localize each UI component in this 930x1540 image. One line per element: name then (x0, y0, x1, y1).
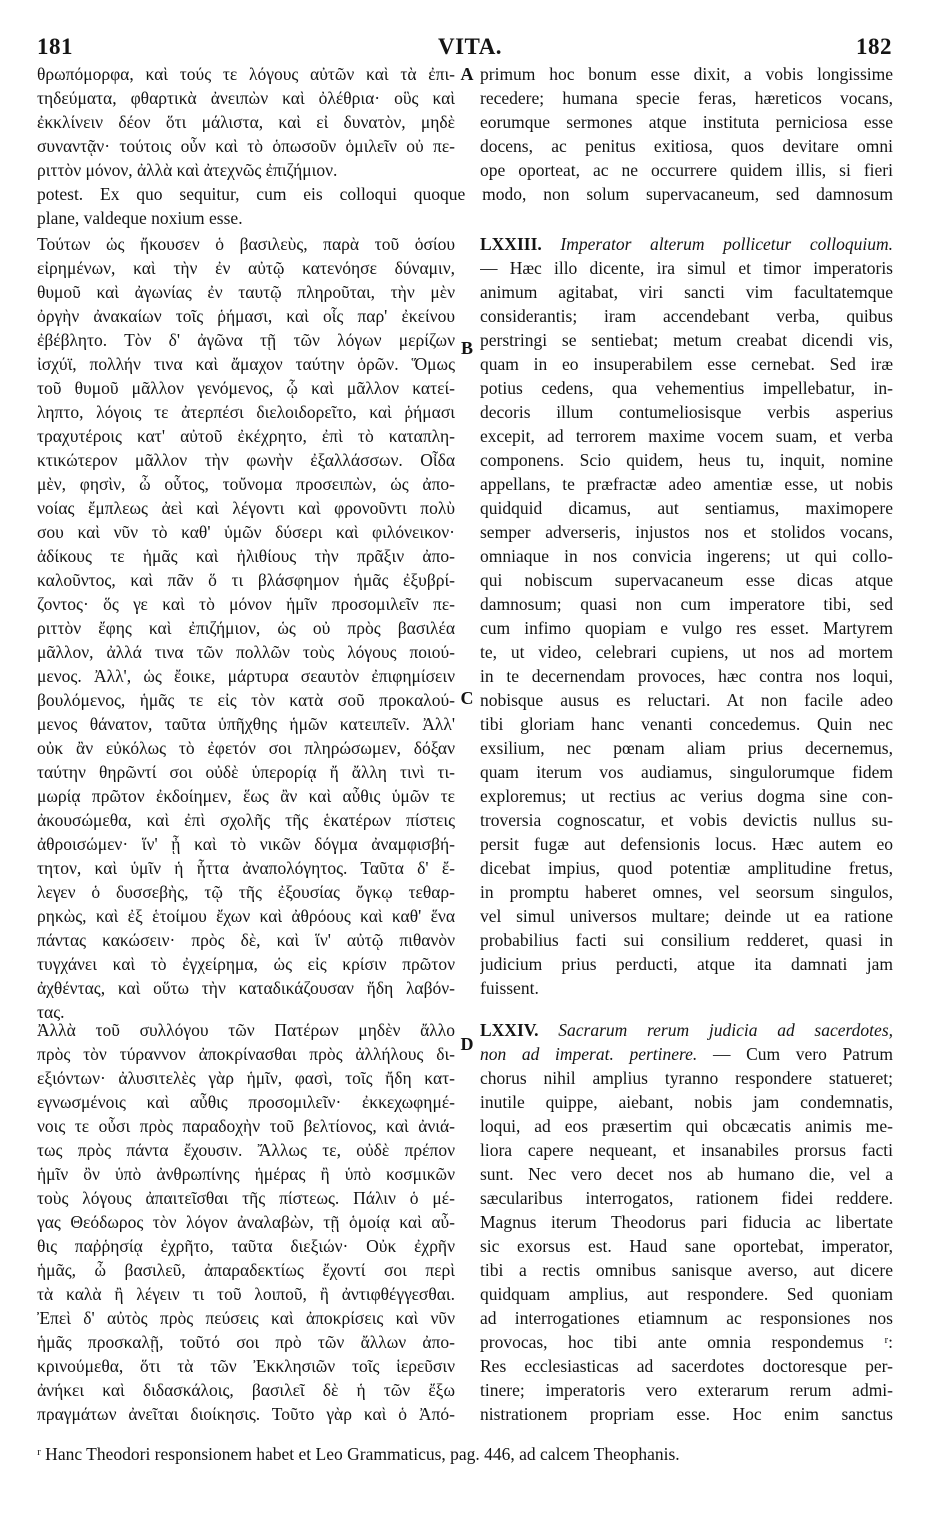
greek-line: ἐβέβλητο. Τὸν δ' ἀγῶνα τῇ τῶν λόγων μερίζων (37, 330, 455, 350)
greek-line: Ἀλλὰ τοῦ συλλόγου τῶν Πατέρων μηδὲν ἄλλο (37, 1020, 455, 1040)
page-number-left: 181 (37, 34, 73, 59)
latin-line: fuissent. (480, 978, 539, 998)
section-title: Imperator alterum pollicetur colloquium. (560, 234, 893, 254)
latin-line: chorus nihil amplius tyranno respondere statueret; (480, 1068, 893, 1088)
greek-line: κρινούμεθα, ὅτι τὰ τῶν Ἐκκλησιῶν τοῖς ἱερεῦσιν (37, 1356, 455, 1376)
greek-line: ζοντος· ὅς γε καὶ τὸ μόνον ἡμῖν προσομιλεῖν πε- (37, 594, 455, 614)
section-title: Sacrarum rerum judicia ad sacerdotes, (558, 1020, 893, 1040)
latin-line: loqui, ad eos præsertim qui obcæcatis animis me- (480, 1116, 893, 1136)
latin-line: tibi gloriam hanc venanti concedemus. Quin nec (480, 714, 893, 734)
greek-line: ρηκὼς, καὶ ἐξ ἑτοίμου ἔχων καὶ ἀθρόους καὶ καθ' ἕνα (37, 906, 455, 926)
section-number: LXXIV. (480, 1020, 539, 1040)
greek-line: τραχυτέροις κατ' αὐτοῦ ἐκέχρητο, ἐπὶ τὸ καταπλη- (37, 426, 455, 446)
latin-line: recedere; humana specie feras, hæreticos vocans, (480, 88, 893, 108)
greek-line: σου καὶ νῦν τὸ καθ' ὑμῶν δύσερι καὶ φιλόνεικον· (37, 522, 455, 542)
latin-line: ad interrogationes etiamnum ac responsiones nos (480, 1308, 893, 1328)
latin-line: inutile quippe, aiebant, nobis jam condemnatis, (480, 1092, 893, 1112)
latin-line: quidquid dicamus, aut sentiamus, maximopere (480, 498, 893, 518)
greek-line: θυμοῦ καὶ ἀγωνίας ἐν ταυτῷ πληροῦται, τὴν μὲν (37, 282, 455, 302)
latin-line: nobisque ausus es reluctari. At non facile adeo (480, 690, 893, 710)
greek-line: τηδεύματα, φθαρτικὰ ἀνειπὼν καὶ ὀλέθρια· οὓς καὶ (37, 88, 455, 108)
greek-line: θις παῤῥησίᾳ ἐχρῆτο, ταῦτα διεξιών· Οὐκ ἐχρῆν (37, 1236, 455, 1256)
greek-line: ἐκκλίνειν δέον ὅτι μάλιστα, καὶ εἰ δυνατὸν, μηδὲ (37, 112, 455, 132)
latin-line: — Hæc illo dicente, ira simul et timor imperatoris (480, 258, 893, 278)
latin-line: quam iterum vos audiamus, singulorumque fidem (480, 762, 893, 782)
greek-line: ὀργὴν ἀνακαίων τοῖς ῥήμασι, καὶ οἷς παρ' ἐκείνου (37, 306, 455, 326)
latin-line-text: — Cum vero Patrum (712, 1044, 893, 1064)
greek-line: τως πρὸς πάντα ἔχουσιν. Ἄλλως τε, οὐδὲ πρέπον (37, 1140, 455, 1160)
greek-line: ριττὸν μόνον, ἀλλὰ καὶ ἀτεχνῶς ἐπιζήμιον. (37, 160, 338, 180)
latin-line: ope oporteat, ac ne occurrere quidem illis, si fieri (480, 160, 893, 180)
latin-line: primum hoc bonum esse dixit, a vobis longissime (480, 64, 893, 84)
latin-line: exsilium, nec pœnam aliam prius decernemus, (480, 738, 893, 758)
latin-line: appellans, te præfractæ adeo amentiæ esse, ut nobis (480, 474, 893, 494)
latin-line: provocas, hoc tibi ante omnia respondemus ʳ: (480, 1332, 893, 1352)
greek-line: τοῦ θυμοῦ μᾶλλον γενόμενος, ᾧ καὶ μᾶλλον κατεί- (37, 378, 455, 398)
greek-line: τας. (37, 1002, 65, 1022)
greek-line: ἀθροισώμεν· ἵν' ᾖ καὶ τὸ νικῶν δόγμα ἀναμφισβή- (37, 834, 455, 854)
greek-line: λεγεν ὁ δυσσεβὴς, τῷ τῆς ἐξουσίας ὄγκῳ τεθαρ- (37, 882, 455, 902)
greek-line: πάντας κακώσειν· πρὸς δὲ, καὶ ἵν' αὐτῷ πιθανὸν (37, 930, 455, 950)
section-marker-c: C (460, 688, 474, 708)
greek-line: μενος θάνατον, ταῦτα ὑπῆχθης ἡμῶν κατειπεῖν. Ἀλλ' (37, 714, 455, 734)
greek-line: τὰ καλὰ ἢ λέγειν τι τοῦ λοιποῦ, ἢ ἀντιφθέγγεσθαι. (37, 1284, 455, 1304)
section-title-cont: non ad imperat. pertinere. (480, 1044, 698, 1064)
latin-line: sic exorsus est. Haud sane oportebat, imperator, (480, 1236, 893, 1256)
latin-line: persit fugæ aut defensionis locus. Hæc autem eo (480, 834, 893, 854)
latin-line: judicium prius perducti, atque ita damnati jam (480, 954, 893, 974)
latin-line: sæcularibus interrogatos, rationem fidei reddere. (480, 1188, 893, 1208)
latin-line: cum infimo quopiam e vulgo res esset. Martyrem (480, 618, 893, 638)
latin-line: omniaque in nos convicia ingerens; ut qui collo- (480, 546, 893, 566)
latin-line: probabilius facti sui consilium redderet, quasi in (480, 930, 893, 950)
greek-line: εγνωσμένοις καὶ αὖθις προσομιλεῖν· ἐκκεχωφημέ- (37, 1092, 455, 1112)
latin-line: considerantis; iram accendebant verba, quibus (480, 306, 893, 326)
greek-line: νοις τε οὖσι πρὸς παραδοχὴν τοῦ βελτίονος, καὶ ἀνιά- (37, 1116, 455, 1136)
greek-line: μενος. Ἀλλ', ὡς ἔοικε, μάρτυρα σεαυτὸν ἐπιφημίσειν (37, 666, 455, 686)
latin-line: excepit, ad terrorem maxime vocem suam, et verba (480, 426, 893, 446)
greek-line: πρὸς τὸν τύραννον ἀποκρίνασθαι πρὸς ἀλλήλους δι- (37, 1044, 455, 1064)
greek-line: ταύτην θηρῶντί σοι οὐδὲ ὑπερορίᾳ ἤ ἄλλη τινὶ τι- (37, 762, 455, 782)
latin-line: dicebat impius, quod potentiæ amplitudine fretus, (480, 858, 893, 878)
latin-line: tinere; imperatoris vero exterarum rerum admi- (480, 1380, 893, 1400)
greek-line: συναντᾷν· τούτοις οὖν καὶ τὸ ὁπωσοῦν ὁμιλεῖν οὐ πε- (37, 136, 455, 156)
greek-line: ἀδίκους τε ἡμᾶς καὶ ἠλιθίους τὴν πρᾶξιν ἀπο- (37, 546, 455, 566)
latin-line: decoris illum contumeliosisque verbis asperius (480, 402, 893, 422)
greek-line: βουλόμενος, ἡμᾶς τε εἰς τὸν κατὰ σοῦ προκαλού- (37, 690, 455, 710)
footnote-text: ʳ Hanc Theodori responsionem habet et Leo Grammaticus, pag. 446, ad calcem Theophanis. (37, 1444, 680, 1464)
section-number: LXXIII. (480, 234, 561, 254)
latin-section-heading-lxxiii (480, 232, 893, 256)
latin-line: troversia cognoscatur, et vobis devictis nullus su- (480, 810, 893, 830)
latin-line: docens, ac penitus exitiosa, quos devitare omni (480, 136, 893, 156)
latin-line: Res ecclesiasticas ad sacerdotes doctoresque per- (480, 1356, 893, 1376)
greek-line: πραγμάτων ἀνεῖται διοίκησις. Τοῦτο γὰρ καὶ ὁ Ἀπό- (37, 1404, 455, 1424)
greek-line: τοὺς λόγους ἀπαιτεῖσθαι τῆς πίστεως. Πάλιν ὁ μέ- (37, 1188, 455, 1208)
latin-line: damnosum; quasi non cum imperatore tibi, sed (480, 594, 893, 614)
latin-line: in te decernendam provoces, hæc contra nos loqui, (480, 666, 893, 686)
greek-line: τητον, καὶ ὑμῖν ἡ ἧττα ἀναπολόγητος. Ταῦτα δ' ἔ- (37, 858, 455, 878)
greek-line: ἰσχύϊ, πολλήν τινα καὶ ἄμαχον ταύτην ὁρῶν. Ὅμως (37, 354, 455, 374)
greek-line: Τούτων ὡς ἤκουσεν ὁ βασιλεὺς, παρὰ τοῦ ὁσίου (37, 234, 455, 254)
greek-line: ἀχθέντας, καὶ οὕτω τὴν καταδικάζουσαν ἤδη λαβόν- (37, 978, 455, 998)
greek-line: ἡμῖν ὂν ὑπὸ ἀνθρωπίνης ἡμέρας ἢ ὑπὸ κοσμικῶν (37, 1164, 455, 1184)
greek-line: εξιόντων· ἀλυσιτελὲς γὰρ ἡμῖν, φασὶ, τοῖς ἤδη κατ- (37, 1068, 455, 1088)
greek-line: μᾶλλον, ἀλλά τινα τῶν πολλῶν τοὺς λόγους ποιού- (37, 642, 455, 662)
greek-line: νοίας ἔμπλεως ἀεὶ καὶ λέγοντι καὶ φρονοῦντι πολὺ (37, 498, 455, 518)
running-title: VITA. (438, 34, 503, 59)
greek-line: Ἐπεὶ δ' αὐτὸς πρὸς πεύσεις καὶ ἀποκρίσεις καὶ νῦν (37, 1308, 455, 1328)
latin-section-heading-cont (480, 1042, 893, 1066)
latin-line: animum agitabat, viri sancti vim facultatemque (480, 282, 893, 302)
page-number-right: 182 (856, 34, 892, 59)
greek-line: θρωπόμορφα, καὶ τούς τε λόγους αὐτῶν καὶ τὰ ἐπι- (37, 64, 455, 84)
section-marker-d: D (460, 1034, 474, 1054)
latin-line: potius cedens, qua vehementius impellebatur, in- (480, 378, 893, 398)
latin-line: te, ut video, celebrari cupiens, ut nos ad mortem (480, 642, 893, 662)
latin-line: semper adverseris, injustos nos et stolidos vocans, (480, 522, 893, 542)
section-marker-b: B (460, 338, 473, 358)
latin-line: perstringi se sentiebat; metum creabat dicendi vis, (480, 330, 893, 350)
latin-line: Magnus iterum Theodorus pari fiducia ac libertate (480, 1212, 893, 1232)
greek-line: ἀκουσώμεθα, καὶ ἐπὶ σχολῆς τῆς ἑκατέρων πίστεις (37, 810, 455, 830)
greek-line: μωρίᾳ πρῶτον ἐκδοίημεν, ἕως ἂν καὶ αὖθις ὑμῶν τε (37, 786, 455, 806)
full-width-line: potest. Ex quo sequitur, cum eis colloqui quoque modo, non solum supervacaneum, sed damnosum (37, 184, 893, 204)
latin-line: eorumque sermones atque instituta perniciosa esse (480, 112, 893, 132)
latin-line: vel simul universos multare; deinde ut ea ratione (480, 906, 893, 926)
greek-line: καλοῦντος, καὶ πᾶν ὅ τι βλάσφημον ἡμᾶς ἐξυβρί- (37, 570, 455, 590)
full-width-line: plane, valdeque noxium esse. (37, 208, 243, 228)
greek-line: ἡμᾶς, ὦ βασιλεῦ, ἀπαραδεκτίως ἔχοντί σοι περὶ (37, 1260, 455, 1280)
greek-line: ληπτο, λόγοις τε ἀτερπέσι διελοιδορεῖτο, καὶ ῥήμασι (37, 402, 455, 422)
greek-line: γας Θεόδωρος τὸν λόγον ἀναλαβὼν, τῇ ὁμοίᾳ καὶ αὖ- (37, 1212, 455, 1232)
latin-section-heading-lxxiv (480, 1018, 893, 1042)
greek-line: οὐκ ἂν εὐκόλως τὸ ἐφετόν σοι πληρώσωμεν, δόξαν (37, 738, 455, 758)
greek-line: εἰρημένων, καὶ τὴν ἐν αὐτῷ κατενόησε δύναμιν, (37, 258, 455, 278)
greek-line: ριττὸν ἔφης καὶ ἐπιζήμιον, ὡς οὐ πρὸς βασιλέα (37, 618, 455, 638)
latin-line: sunt. Nec vero decet nos ab humano die, vel a (480, 1164, 893, 1184)
latin-line: componens. Scio quidem, heus tu, inquit, nomine (480, 450, 893, 470)
greek-line: κτικώτερον μᾶλλον τὴν φωνὴν ἐξαλλάσσων. Οἶδα (37, 450, 455, 470)
latin-line: quidquam amplius, aut respondere. Sed quoniam (480, 1284, 893, 1304)
greek-line: ἀνήκει καὶ διδασκάλοις, βασιλεῖ δὲ ἡ τῶν ἔξω (37, 1380, 455, 1400)
latin-line: exploremus; ut rectius ac verius dogma sine con- (480, 786, 893, 806)
latin-line: quam in eo insuperabilem esse cernebat. Sed iræ (480, 354, 893, 374)
greek-line: μὲν, φησὶν, ὦ οὗτος, τοὔνομα προσειπὼν, ὡς ἀπο- (37, 474, 455, 494)
latin-line: liora capere nequeant, et insanabiles prorsus facti (480, 1140, 893, 1160)
latin-line: tibi a rectis omnibus sanisque averso, aut dicere (480, 1260, 893, 1280)
section-marker-a: A (460, 64, 474, 84)
greek-line: τυγχάνει καὶ τὸ ἐγχείρημα, ὡς εἰς κρίσιν πρῶτον (37, 954, 455, 974)
latin-line: nistrationem propriam esse. Hoc enim sanctus (480, 1404, 893, 1424)
latin-line: in promptu haberet omnes, vel seorsum singulos, (480, 882, 893, 902)
greek-line: ἡμᾶς προσκαλῇ, τοῦτό σοι πρὸ τῶν ἄλλων ἀπο- (37, 1332, 455, 1352)
latin-line: qui nobiscum supervacaneum esse dicas atque (480, 570, 893, 590)
